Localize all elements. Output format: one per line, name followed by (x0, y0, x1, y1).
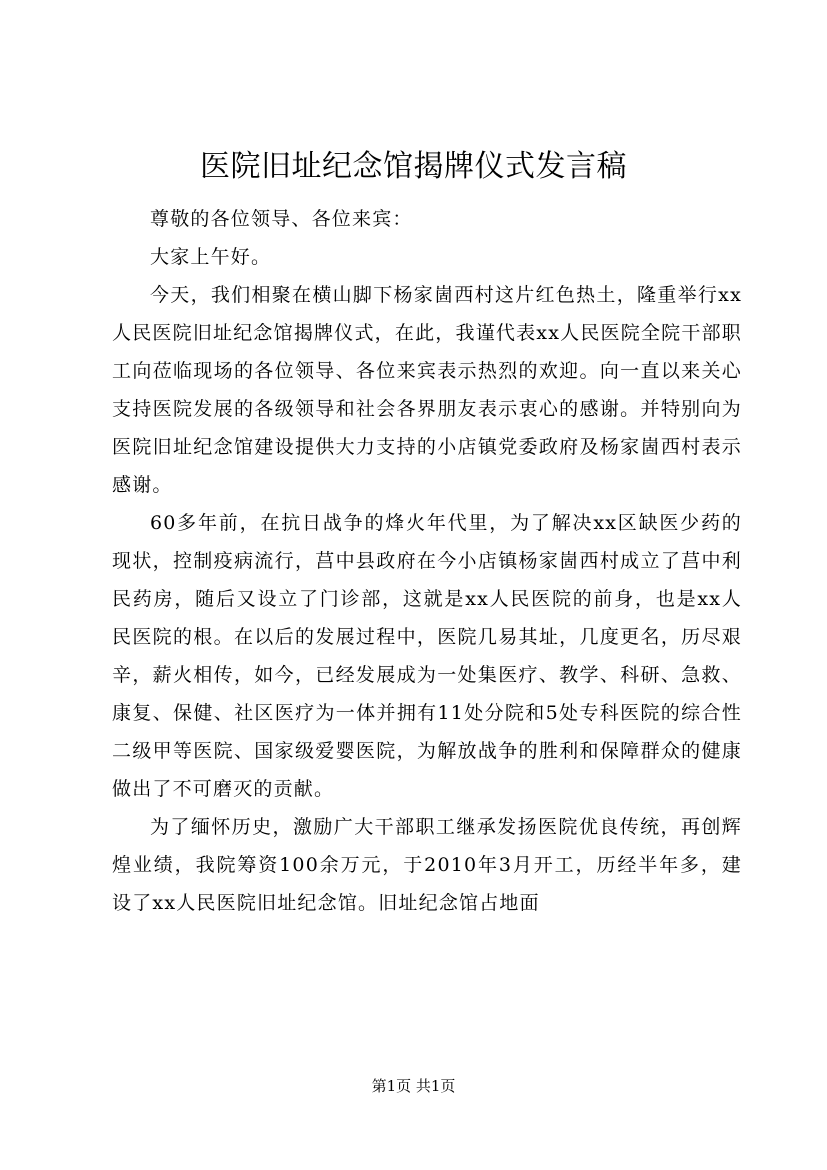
document-title: 医院旧址纪念馆揭牌仪式发言稿 (200, 149, 627, 184)
document-body (112, 200, 742, 922)
page-footer: 第1页 共1页 (371, 1077, 456, 1095)
greeting-paragraph: 大家上午好。 (150, 246, 272, 268)
history-paragraph: 60多年前，在抗日战争的烽火年代里，为了解决xx区缺医少药的现状，控制疫病流行，莒中县政府在今小店镇杨家崮西村成立了莒中利民药房，随后又设立了门诊部，这就是xx人民医院的前身，也是xx人民医院的根。在以后的发展过程中，医院几易其址，几度更名，历尽艰辛，薪火相传，如今，已经发展成为一处集医疗、教学、科研、急救、康复、保健、社区医疗为一体并拥有11处分院和5处专科医院的综合性二级甲等医院、国家级爱婴医院，为解放战争的胜利和保障群众的健康做出了不可磨灭的贡献。 (112, 512, 742, 800)
salutation-paragraph: 尊敬的各位领导、各位来宾： (150, 208, 413, 230)
welcome-paragraph: 今天，我们相聚在横山脚下杨家崮西村这片红色热土，隆重举行xx人民医院旧址纪念馆揭牌仪式，在此，我谨代表xx人民医院全院干部职工向莅临现场的各位领导、各位来宾表示热烈的欢迎。向一直以来关心支持医院发展的各级领导和社会各界朋友表示衷心的感谢。并特别向为医院旧址纪念馆建设提供大力支持的小店镇党委政府及杨家崮西村表示感谢。 (112, 284, 742, 496)
memorial-paragraph: 为了缅怀历史，激励广大干部职工继承发扬医院优良传统，再创辉煌业绩，我院筹资100余万元，于2010年3月开工，历经半年多，建设了xx人民医院旧址纪念馆。旧址纪念馆占地面 (112, 816, 742, 914)
